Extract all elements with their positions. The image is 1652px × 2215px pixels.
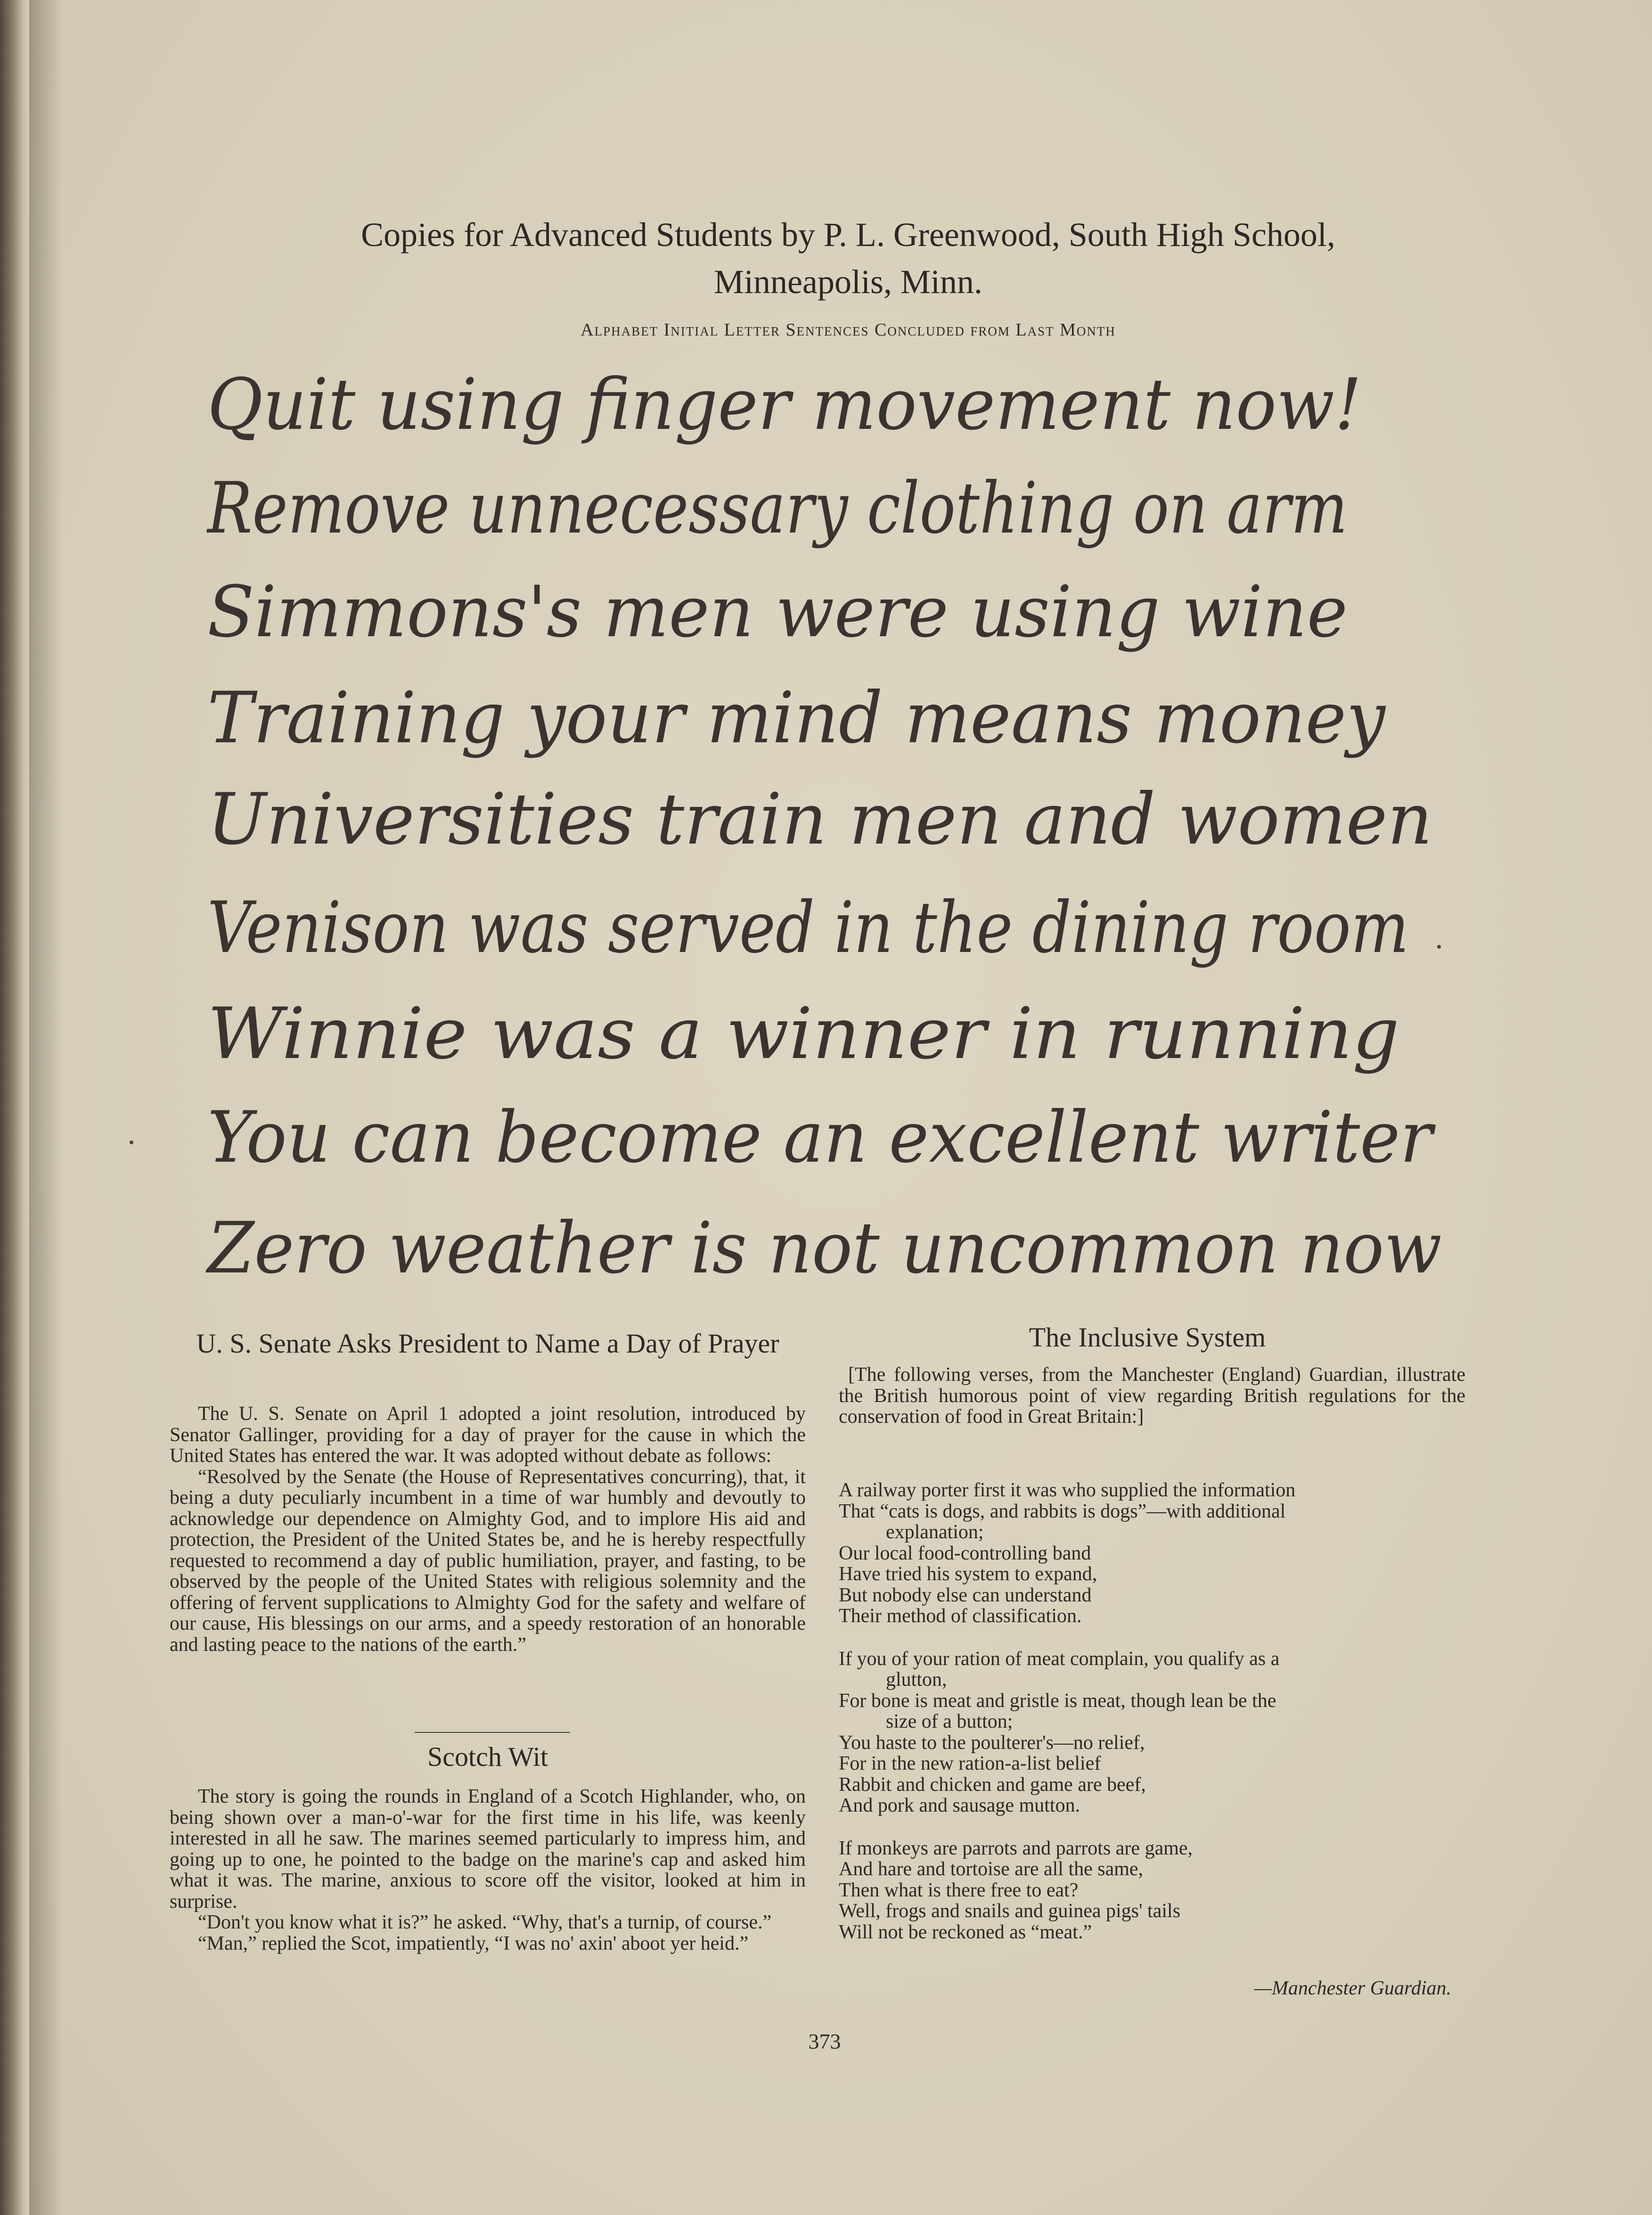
script-line-t (188, 679, 1461, 763)
page-number: 373 (808, 2029, 841, 2053)
poem-line: For bone is meat and gristle is meat, though lean be the (839, 1690, 1276, 1712)
poem-line: But nobody else can understand (839, 1584, 1092, 1606)
inclusive-heading: The Inclusive System (1029, 1322, 1266, 1353)
poem-line: And hare and tortoise are all the same, (839, 1858, 1144, 1880)
scotch-paragraph-3: “Man,” replied the Scot, impatiently, “I was no' axin' aboot yer heid.” (198, 1932, 749, 1954)
script-line-r (188, 469, 1461, 554)
poem-line: A railway porter first it was who supplied the information (839, 1479, 1296, 1501)
script-line-u-text: Universities train men and women (207, 780, 1432, 861)
poem-line: size of a button; (886, 1711, 1013, 1732)
script-line-q-text: Quit using finger movement now! (207, 365, 1362, 446)
page-title-line-2: Minneapolis, Minn. (714, 263, 982, 301)
poem-stanza (839, 1838, 1465, 1943)
poem-line: glutton, (886, 1669, 947, 1690)
script-line-w-text: Winnie was a winner in running (207, 994, 1399, 1075)
script-line-z-text: Zero weather is not uncommon now (205, 1209, 1442, 1289)
script-line-s (188, 573, 1461, 657)
script-line-s-text: Simmons's men were using wine (207, 573, 1348, 653)
script-line-q (188, 365, 1461, 450)
inclusive-intro (839, 1364, 1465, 1427)
poem-stanza (839, 1649, 1465, 1816)
paper-speck (130, 1140, 133, 1144)
section-divider (415, 1732, 570, 1733)
poem-line: And pork and sausage mutton. (839, 1795, 1080, 1816)
poem-line: Well, frogs and snails and guinea pigs' tails (839, 1900, 1181, 1922)
poem-line: Their method of classification. (839, 1605, 1082, 1627)
poem-line: Our local food-controlling band (839, 1542, 1091, 1564)
scotch-paragraph-2: “Don't you know what it is?” he asked. “Why, that's a turnip, of course.” (198, 1911, 772, 1933)
script-line-u (188, 780, 1461, 865)
script-line-y (188, 1098, 1461, 1183)
inclusive-intro-text: [The following verses, from the Manchester (England) Guardian, illustrate the British humorous point of view regarding British regulations for the conservation of food in Great Britain:] (839, 1364, 1465, 1427)
scotch-article (170, 1786, 806, 1954)
paper-speck (1437, 945, 1441, 949)
senate-heading: U. S. Senate Asks President to Name a Day of Prayer (196, 1328, 779, 1359)
poem-line: If you of your ration of meat complain, you qualify as a (839, 1648, 1280, 1670)
poem-line: Then what is there free to eat? (839, 1879, 1079, 1901)
script-line-v-text: Venison was served in the dining room (207, 888, 1409, 969)
poem-line: That “cats is dogs, and rabbits is dogs”—with additional (839, 1500, 1286, 1522)
poem-line: For in the new ration-a-list belief (839, 1753, 1101, 1774)
page-gutter-shadow (29, 0, 62, 2215)
scotch-paragraph-1: The story is going the rounds in England of a Scotch Highlander, who, on being shown over a man-o'-war for the first time in his life, was keenly interested in all he saw. The marines seemed particularly to impress him, and going up to one, he pointed to the badge on the marine's cap and asked him what it was. The marine, anxious to score off the visitor, looked at him in surprise. (170, 1786, 806, 1912)
script-line-t-text: Training your mind means money (207, 679, 1387, 759)
script-line-w (188, 994, 1461, 1079)
poem-line: You haste to the poulterer's—no relief, (839, 1731, 1145, 1754)
poem-line: Have tried his system to expand, (839, 1563, 1097, 1585)
poem-line: Will not be reckoned as “meat.” (839, 1921, 1092, 1943)
poem-line: If monkeys are parrots and parrots are game, (839, 1837, 1193, 1859)
senate-paragraph-1: The U. S. Senate on April 1 adopted a joint resolution, introduced by Senator Gallinger, providing for a day of prayer for the cause in which the United States has entered the war. It was adopted without debate as follows: (170, 1403, 806, 1467)
script-line-r-text: Remove unnecessary clothing on arm (206, 469, 1348, 550)
script-line-y-text: You can become an excellent writer (207, 1098, 1436, 1179)
poem-line: explanation; (886, 1521, 984, 1543)
inclusive-poem (839, 1480, 1465, 1964)
poem-stanza (839, 1480, 1465, 1627)
senate-paragraph-2: “Resolved by the Senate (the House of Representatives concurring), that, it being a duty peculiarly incumbent in a time of war humbly and devoutly to acknowledge our dependence on Almighty God, and to implore His aid and protection, the President of the United States be, and he is hereby respectfully requested to recommend a day of public humiliation, prayer, and fasting, to be observed by the people of the United States with religious solemnity and the offering of fervent supplications to Almighty God for the safety and welfare of our cause, His blessings on our arms, and a speedy restoration of an honorable and lasting peace to the nations of the earth.” (170, 1466, 806, 1656)
script-line-z (188, 1209, 1461, 1294)
script-line-v (188, 888, 1461, 973)
scotch-heading: Scotch Wit (427, 1741, 548, 1772)
senate-article (170, 1403, 806, 1655)
book-spine (0, 0, 29, 2215)
poem-line: Rabbit and chicken and game are beef, (839, 1773, 1146, 1796)
poem-credit: —Manchester Guardian. (1254, 1977, 1451, 1999)
page-title-line-1: Copies for Advanced Students by P. L. Greenwood, South High School, (361, 216, 1335, 254)
page-subtitle: Alphabet Initial Letter Sentences Concluded from Last Month (581, 320, 1116, 340)
